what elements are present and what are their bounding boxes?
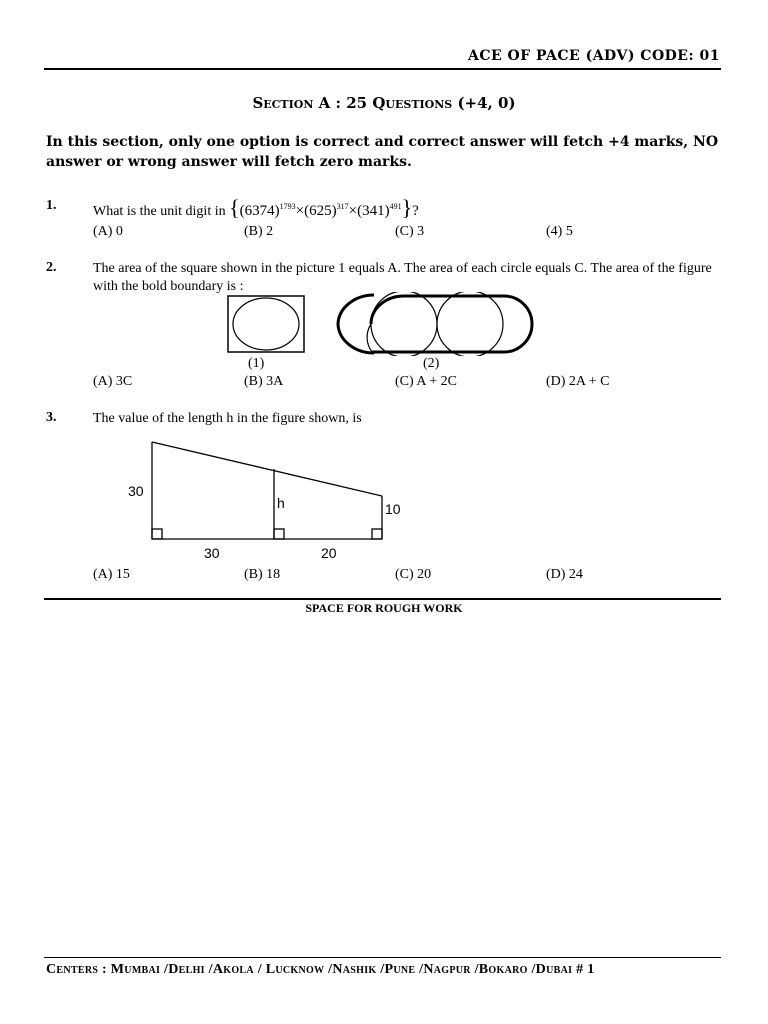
section-count: : 25	[330, 94, 373, 112]
question-3-option-d: (D) 24	[546, 567, 583, 582]
three-circles-figure	[338, 292, 532, 356]
header-code: ACE OF PACE (ADV) CODE: 01	[467, 48, 720, 64]
section-questions-word: Questions	[372, 94, 453, 112]
question-2-number: 2.	[46, 260, 57, 275]
question-2-text: The area of the square shown in the picture 1 equals A. The area of each circle equals C. The area of the figure with the bold boundary is :	[93, 261, 712, 294]
section-title	[0, 94, 768, 112]
square-with-circle-figure	[228, 296, 304, 352]
question-1-option-b: (B) 2	[244, 224, 274, 239]
footer-centers: Centers : Mumbai /Delhi /Akola / Lucknow /Nashik /Pune /Nagpur /Bokaro /Dubai # 1	[46, 962, 595, 977]
question-2-figure-label-2: (2)	[423, 356, 440, 371]
question-2-option-a: (A) 3C	[93, 374, 133, 389]
footer-rule	[44, 957, 721, 958]
question-3-option-a: (A) 15	[93, 567, 130, 582]
section-marks: (+4, 0)	[452, 94, 516, 112]
question-1-number: 1.	[46, 198, 57, 213]
question-1-expression: $\{(6374)^{1793}\times(625)^{317}\times(341)^{491}\}$?	[229, 195, 419, 220]
question-2-option-c: (C) A + 2C	[395, 374, 457, 389]
label-h: h	[277, 495, 285, 511]
question-3-figure	[120, 430, 420, 570]
question-2-option-b: (B) 3A	[244, 374, 284, 389]
question-3-option-b: (B) 18	[244, 567, 281, 582]
label-base-2: 20	[321, 545, 337, 561]
section-instructions: In this section, only one option is correct and correct answer will fetch +4 marks, NO answer or wrong answer will fetch zero marks.	[46, 134, 719, 170]
rough-work-rule	[44, 598, 721, 600]
label-left-height: 30	[128, 483, 144, 499]
question-3-option-c: (C) 20	[395, 567, 432, 582]
question-1-option-d: (4) 5	[546, 224, 573, 239]
question-3-text: The value of the length h in the figure shown, is	[93, 411, 362, 426]
section-prefix: Section A	[252, 94, 331, 112]
question-2-figure	[220, 292, 550, 356]
question-1-text	[93, 195, 723, 221]
label-base-1: 30	[204, 545, 220, 561]
question-1-stem: What is the unit digit in	[93, 204, 226, 219]
header-rule	[44, 68, 721, 70]
question-2-figure-label-1: (1)	[248, 356, 265, 371]
label-right-height: 10	[385, 501, 401, 517]
question-1-option-c: (C) 3	[395, 224, 425, 239]
rough-work-label: SPACE FOR ROUGH WORK	[305, 601, 463, 615]
question-3-number: 3.	[46, 410, 57, 425]
question-2-option-d: (D) 2A + C	[546, 374, 610, 389]
question-1-option-a: (A) 0	[93, 224, 123, 239]
